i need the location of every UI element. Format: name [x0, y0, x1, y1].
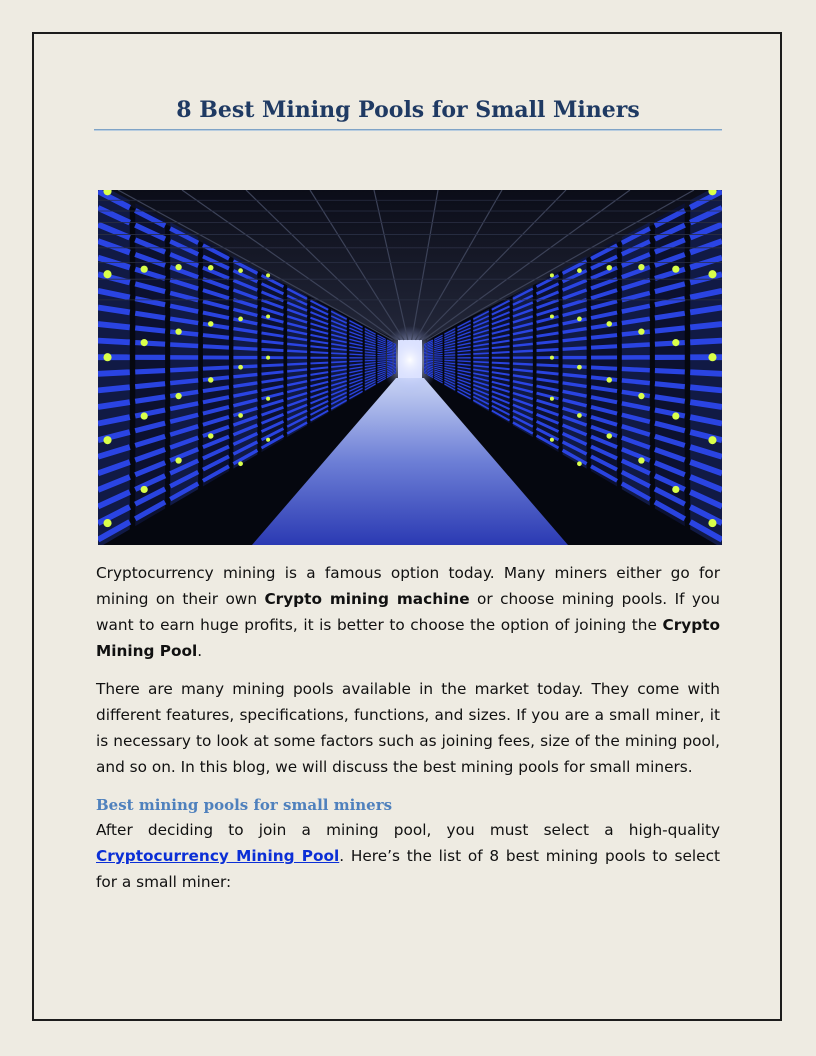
- rack-led-strip: [349, 354, 362, 355]
- third-text-a: After deciding to join a mining pool, you must select a high-quality: [96, 821, 720, 839]
- rack-led-strip: [563, 348, 587, 349]
- rack-led-strip: [203, 335, 229, 338]
- rack-led-strip: [135, 343, 165, 345]
- rack-led-strip: [492, 363, 510, 364]
- status-led: [141, 486, 148, 493]
- status-led: [550, 397, 554, 401]
- status-led: [266, 315, 270, 319]
- status-led: [175, 328, 181, 334]
- rack-led-strip: [473, 353, 489, 354]
- rack-led-strip: [424, 352, 426, 353]
- rack-led-strip: [203, 367, 229, 368]
- status-led: [103, 519, 111, 527]
- rack-led-strip: [690, 341, 722, 343]
- status-led: [638, 264, 644, 270]
- status-led: [208, 265, 213, 270]
- status-led: [672, 486, 679, 493]
- rack-led-strip: [427, 354, 433, 355]
- status-led: [638, 328, 644, 334]
- status-led: [208, 433, 213, 438]
- crypto-mining-pool-term: Crypto Mining Pool: [96, 616, 720, 660]
- rack-led-strip: [365, 360, 376, 361]
- status-led: [550, 315, 554, 319]
- rack-led-strip: [622, 380, 650, 383]
- rack-led-strip: [492, 352, 510, 353]
- rack-led-strip: [537, 349, 559, 350]
- status-led: [238, 317, 243, 322]
- rack-led-strip: [513, 364, 533, 365]
- status-led: [103, 436, 111, 444]
- rack-led-strip: [690, 324, 722, 327]
- rack-led-strip: [591, 367, 617, 368]
- rack-led-strip: [427, 361, 433, 362]
- rack-led-strip: [457, 361, 470, 362]
- rack-led-strip: [98, 372, 130, 374]
- rack-led-strip: [170, 380, 198, 383]
- rack-led-strip: [203, 346, 229, 347]
- status-led: [607, 433, 612, 438]
- rack-led-strip: [591, 335, 617, 338]
- rack-led-strip: [591, 377, 617, 380]
- status-led: [238, 268, 243, 273]
- status-led: [141, 412, 148, 419]
- status-led: [175, 264, 181, 270]
- intro-text-c: .: [197, 642, 203, 660]
- section-heading: Best mining pools for small miners: [96, 796, 393, 814]
- status-led: [175, 393, 181, 399]
- rack-led-strip: [622, 332, 650, 335]
- third-text-b: . Here’s the list of 8 best mining pools to select for a small miner:: [96, 847, 720, 891]
- status-led: [708, 270, 716, 278]
- status-led: [266, 273, 270, 277]
- rack-led-strip: [563, 374, 587, 376]
- status-led: [672, 412, 679, 419]
- status-led: [607, 377, 612, 382]
- rack-led-strip: [331, 362, 347, 363]
- status-led: [550, 273, 554, 277]
- rack-led-strip: [655, 384, 685, 387]
- status-led: [238, 461, 243, 466]
- status-led: [577, 413, 582, 418]
- document-title: 8 Best Mining Pools for Small Miners: [176, 97, 640, 123]
- rack-led-strip: [310, 352, 328, 353]
- status-led: [708, 519, 716, 527]
- rack-led-strip: [473, 362, 489, 363]
- status-led: [577, 317, 582, 322]
- rack-led-strip: [233, 374, 257, 376]
- rack-led-strip: [690, 387, 722, 390]
- rack-led-strip: [287, 364, 307, 365]
- status-led: [577, 461, 582, 466]
- rack-led-strip: [135, 384, 165, 387]
- rack-led-strip: [170, 369, 198, 370]
- status-led: [266, 438, 270, 442]
- rack-led-strip: [591, 346, 617, 347]
- rack-led-strip: [387, 361, 393, 362]
- status-led: [607, 321, 612, 326]
- status-led: [103, 353, 111, 361]
- intro-text-a: Cryptocurrency mining is a famous option today. Many miners either go for mining on their own: [96, 564, 720, 608]
- status-led: [266, 397, 270, 401]
- rack-led-strip: [170, 344, 198, 346]
- rack-led-strip: [261, 349, 283, 350]
- rack-led-strip: [424, 365, 426, 366]
- data-center-illustration: [98, 190, 722, 545]
- intro-paragraph: [96, 560, 720, 664]
- rack-led-strip: [424, 363, 426, 364]
- status-led: [577, 365, 582, 370]
- rack-led-strip: [135, 371, 165, 372]
- rack-led-strip: [393, 363, 395, 364]
- rack-led-strip: [365, 355, 376, 356]
- rack-led-strip: [393, 351, 395, 352]
- status-led: [708, 353, 716, 361]
- rack-led-strip: [513, 351, 533, 352]
- status-led: [672, 339, 679, 346]
- rack-led-strip: [444, 355, 455, 356]
- rack-led-strip: [655, 328, 685, 331]
- status-led: [638, 457, 644, 463]
- status-led: [550, 438, 554, 442]
- hero-image: [98, 190, 722, 545]
- rack-led-strip: [98, 341, 130, 343]
- second-paragraph: There are many mining pools available in the market today. They come with different features, specifications, functions, and sizes. If you are a small miner, it is necessary to look at some factors such as joining fees, size of the mining pool, and so on. In this blog, we will discuss the best mining pools for small miners.: [96, 680, 720, 776]
- intro-text-b: or choose mining pools. If you want to earn huge profits, it is better to choose the option of joining the: [96, 590, 720, 634]
- crypto-mining-machine-term: Crypto mining machine: [264, 590, 470, 608]
- status-led: [141, 266, 148, 273]
- status-led: [238, 413, 243, 418]
- rack-led-strip: [622, 369, 650, 370]
- title-underline: [94, 129, 722, 131]
- rack-led-strip: [135, 328, 165, 331]
- rack-led-strip: [537, 365, 559, 366]
- rack-led-strip: [622, 344, 650, 346]
- status-led: [208, 321, 213, 326]
- rack-led-strip: [233, 348, 257, 349]
- status-led: [607, 265, 612, 270]
- status-led: [141, 339, 148, 346]
- rack-led-strip: [393, 352, 395, 353]
- rack-led-strip: [349, 361, 362, 362]
- status-led: [577, 268, 582, 273]
- status-led: [708, 436, 716, 444]
- status-led: [208, 377, 213, 382]
- rack-led-strip: [331, 353, 347, 354]
- status-led: [672, 266, 679, 273]
- rack-led-strip: [387, 354, 393, 355]
- article-body: [96, 560, 720, 907]
- rack-led-strip: [424, 351, 426, 352]
- status-led: [238, 365, 243, 370]
- rack-led-strip: [655, 371, 685, 372]
- rack-led-strip: [98, 387, 130, 390]
- cryptocurrency-mining-pool-link[interactable]: Cryptocurrency Mining Pool: [96, 847, 340, 865]
- rack-led-strip: [655, 343, 685, 345]
- rack-led-strip: [233, 366, 257, 367]
- rack-led-strip: [444, 360, 455, 361]
- rack-led-strip: [203, 377, 229, 380]
- rack-led-strip: [457, 354, 470, 355]
- status-led: [266, 356, 270, 360]
- rack-led-strip: [98, 324, 130, 327]
- status-led: [175, 457, 181, 463]
- status-led: [550, 356, 554, 360]
- status-led: [103, 270, 111, 278]
- third-paragraph: [96, 817, 720, 895]
- rack-led-strip: [563, 366, 587, 367]
- rack-led-strip: [393, 365, 395, 366]
- rack-led-strip: [261, 365, 283, 366]
- rack-led-strip: [287, 351, 307, 352]
- status-led: [638, 393, 644, 399]
- rack-led-strip: [170, 332, 198, 335]
- rack-led-strip: [310, 363, 328, 364]
- rack-led-strip: [690, 372, 722, 374]
